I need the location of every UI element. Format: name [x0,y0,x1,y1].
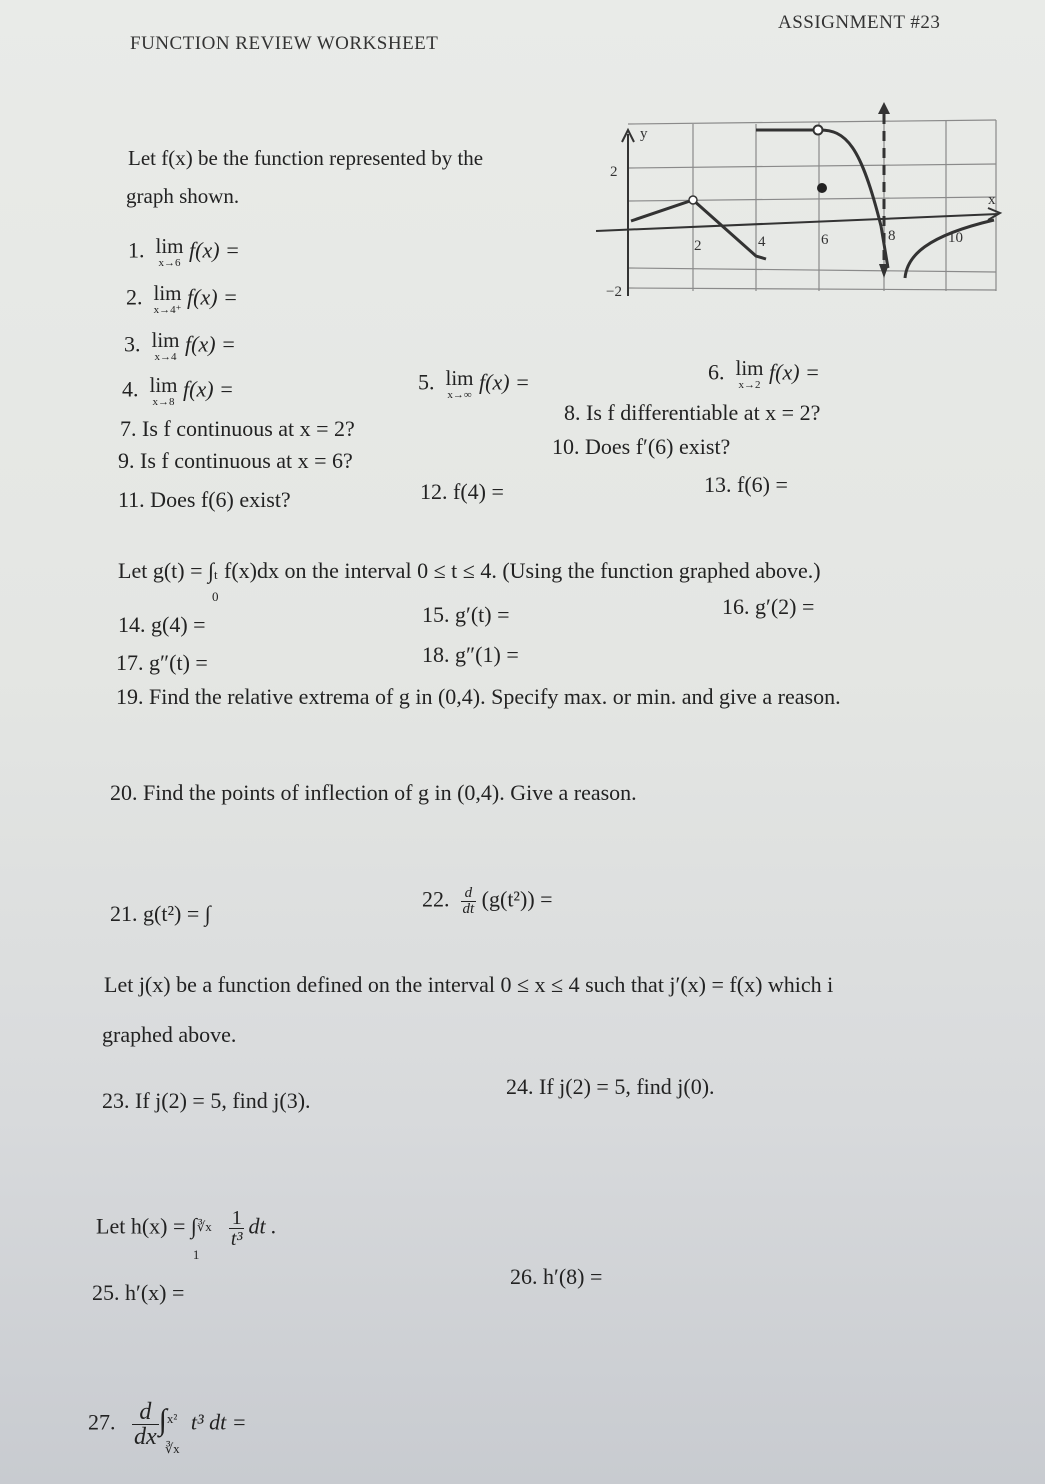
x-tick-2: 2 [694,238,702,254]
question-27: 27. $\frac{d}{dx}$ ∫ x² ∛x t³ dt = [88,1399,247,1456]
question-23: 23. If j(2) = 5, find j(3). [102,1088,311,1113]
y-axis-label: y [640,126,648,142]
g-definition: Let g(t) = ∫ t 0 f(x)dx on the interval 0 ≤ t ≤ 4. (Using the function graphed above.) [118,558,821,604]
x-tick-6: 6 [821,232,829,248]
question-21: 21. g(t²) = ∫ [110,901,211,926]
assignment-number: ASSIGNMENT #23 [778,12,941,33]
question-9: 9. Is f continuous at x = 6? [118,448,353,473]
y-tick-2: 2 [610,164,618,180]
x-tick-4: 4 [758,234,766,250]
function-curve [631,130,994,278]
h-definition: Let h(x) = ∫ ∛x 1 $\frac{1}{\text{t³}}$ dt . [96,1207,277,1262]
asymptote-arrow-up [878,102,890,114]
hollow-point-x6 [814,126,823,135]
x-tick-10: 10 [948,230,963,246]
question-26: 26. h′(8) = [510,1264,603,1289]
question-2: 2. lim x→4⁺ f(x) = [126,281,238,316]
question-24: 24. If j(2) = 5, find j(0). [506,1074,715,1099]
y-tick-neg2: −2 [606,284,622,300]
question-19: 19. Find the relative extrema of g in (0,4). Specify max. or min. and give a reason. [116,684,841,709]
hollow-point-x2 [689,196,697,204]
question-14: 14. g(4) = [118,612,206,637]
filled-point-x6 [817,183,827,193]
graph-grid [628,120,996,291]
j-definition-line-1: Let j(x) be a function defined on the interval 0 ≤ x ≤ 4 such that j′(x) = f(x) which i [104,972,834,997]
question-6: 6. lim x→2 f(x) = [708,356,820,391]
function-graph [596,96,1016,306]
x-axis-label: x [988,192,996,208]
j-definition-line-2: graphed above. [102,1022,237,1047]
question-15: 15. g′(t) = [422,602,510,627]
question-7: 7. Is f continuous at x = 2? [120,416,355,441]
question-20: 20. Find the points of inflection of g in (0,4). Give a reason. [110,780,637,805]
question-17: 17. g″(t) = [116,650,208,675]
x-tick-8: 8 [888,228,896,244]
question-10: 10. Does f′(6) exist? [552,434,731,459]
question-11: 11. Does f(6) exist? [118,487,291,512]
question-8: 8. Is f differentiable at x = 2? [564,400,821,425]
question-25: 25. h′(x) = [92,1280,185,1305]
worksheet-title: FUNCTION REVIEW WORKSHEET [130,33,439,54]
question-13: 13. f(6) = [704,472,788,497]
question-5: 5. lim x→∞ f(x) = [418,366,530,401]
question-16: 16. g′(2) = [722,594,815,619]
intro-line-2: graph shown. [126,184,240,208]
question-22: 22. $\frac{d}{dt}$ (g(t²)) = [422,885,553,917]
question-12: 12. f(4) = [420,479,504,504]
question-3: 3. lim x→4 f(x) = [124,328,236,363]
intro-line-1: Let f(x) be the function represented by the [128,146,484,170]
question-4: 4. lim x→8 f(x) = [122,373,234,408]
question-1: 1. lim x→6 f(x) = [128,234,240,269]
question-18: 18. g″(1) = [422,642,519,667]
